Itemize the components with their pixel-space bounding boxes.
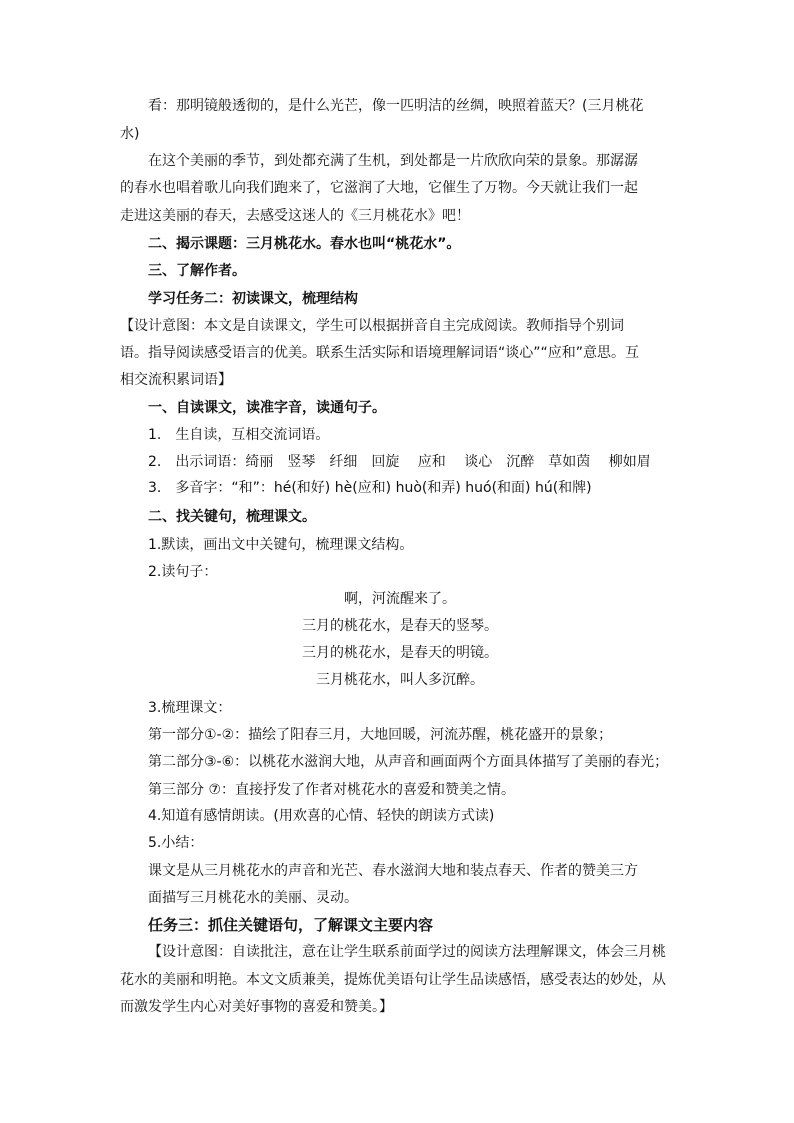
list-item: 1.默读，画出文中关键句，梳理课文结构。: [148, 537, 414, 553]
section-heading: 三、了解作者。: [148, 263, 246, 279]
design-note-line: 花水的美丽和明艳。本文文质兼美，提炼优美语句让学生品读感悟，感受表达的妙处，从: [120, 972, 666, 988]
list-item: 3.梳理课文：: [148, 700, 232, 716]
text-line: 看：那明镜般透彻的，是什么光芒，像一匹明洁的丝绸，映照着蓝天？(三月桃花: [148, 98, 644, 114]
design-note-line: 【设计意图：自读批注，意在让学生联系前面学过的阅读方法理解课文，体会三月桃: [148, 944, 666, 960]
quoted-sentence: 三月桃花水，叫人多沉醉。: [316, 672, 484, 688]
list-item: 5.小结：: [148, 835, 204, 851]
text-line: 的春水也唱着歌儿向我们跑来了，它滋润了大地，它催生了万物。今天就让我们一起: [120, 180, 638, 196]
text-line: 水): [120, 126, 140, 142]
quoted-sentence: 三月的桃花水，是春天的竖琴。: [302, 618, 498, 634]
section-heading: 二、找关键句，梳理课文。: [148, 509, 316, 525]
quoted-sentence: 三月的桃花水，是春天的明镜。: [302, 645, 498, 661]
design-note-line: 【设计意图：本文是自读课文，学生可以根据拼音自主完成阅读。教师指导个别词: [120, 318, 624, 334]
list-item: 2. 出示词语：绮丽 竖琴 纤细 回旋 应和 谈心 沉醉 草如茵 柳如眉: [148, 454, 651, 470]
text-line: 走进这美丽的春天，去感受这迷人的《三月桃花水》吧！: [120, 208, 470, 224]
list-item: 2.读句子：: [148, 564, 218, 580]
design-note-line: 语。指导阅读感受语言的优美。联系生活实际和语境理解词语“谈心”“应和”意思。互: [120, 345, 640, 361]
list-item: 4.知道有感情朗读。(用欢喜的心情、轻快的朗读方式读): [148, 808, 495, 824]
quoted-sentence: 啊，河流醒来了。: [344, 591, 456, 607]
list-item: 1. 生自读，互相交流词语。: [148, 427, 330, 443]
text-line: 课文是从三月桃花水的声音和光芒、春水滋润大地和装点春天、作者的赞美三方: [148, 863, 638, 879]
task-heading: 学习任务二：初读课文，梳理结构: [148, 291, 358, 307]
list-item: 3. 多音字：“和”：hé(和好) hè(应和) huò(和弄) huó(和面) hú(和牌): [148, 480, 592, 496]
structure-line: 第一部分①-②：描绘了阳春三月，大地回暖，河流苏醒，桃花盛开的景象；: [148, 727, 613, 743]
text-line: 在这个美丽的季节，到处都充满了生机，到处都是一片欣欣向荣的景象。那潺潺: [148, 153, 638, 169]
design-note-line: 相交流积累词语】: [120, 372, 232, 388]
section-heading: 二、揭示课题：三月桃花水。春水也叫“桃花水”。: [148, 236, 461, 252]
design-note-line: 而激发学生内心对美好事物的喜爱和赞美。】: [120, 999, 393, 1015]
structure-line: 第二部分③-⑥：以桃花水滋润大地，从声音和画面两个方面具体描写了美丽的春光；: [148, 754, 669, 770]
text-line: 面描写三月桃花水的美丽、灵动。: [148, 890, 358, 906]
structure-line: 第三部分 ⑦：直接抒发了作者对桃花水的喜爱和赞美之情。: [148, 782, 515, 798]
task-heading: 任务三：抓住关键语句，了解课文主要内容: [148, 916, 434, 934]
section-heading: 一、自读课文，读准字音，读通句子。: [148, 400, 386, 416]
